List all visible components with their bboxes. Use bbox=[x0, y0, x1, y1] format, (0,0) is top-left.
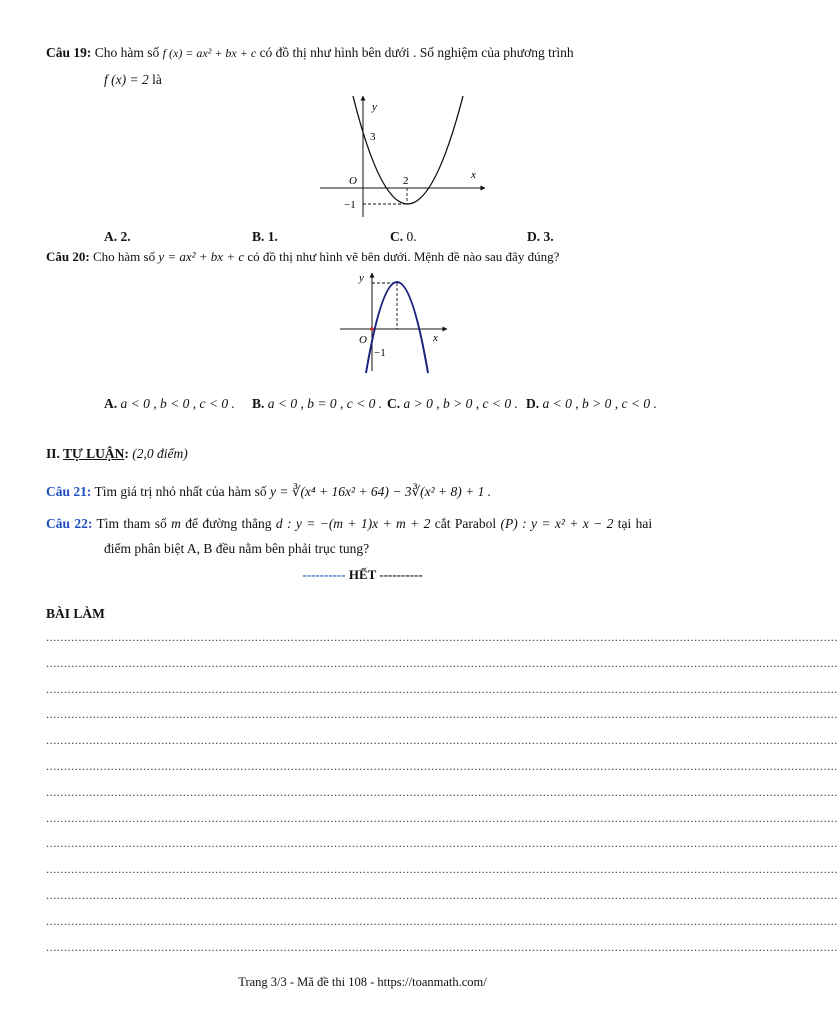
q20-option-b-value: a < 0 , b = 0 , c < 0 . bbox=[264, 396, 383, 411]
q20-option-a-value: a < 0 , b < 0 , c < 0 . bbox=[117, 396, 235, 411]
q19-text-c: là bbox=[148, 72, 162, 87]
q19-option-b-key: B. bbox=[252, 229, 265, 244]
q20-option-b[interactable] bbox=[252, 396, 382, 412]
q19-option-c[interactable] bbox=[390, 229, 417, 245]
q19-text-a: Cho hàm số bbox=[91, 45, 163, 60]
q19-tick-m1: −1 bbox=[344, 199, 356, 211]
q20-option-b-key: B. bbox=[252, 396, 265, 411]
q20-graph bbox=[335, 267, 450, 375]
answer-line[interactable]: ............................................................................................................................................................................................................................ bbox=[46, 939, 838, 954]
q19-option-b-value: 1. bbox=[264, 229, 278, 244]
q19-option-b[interactable] bbox=[252, 229, 278, 245]
answer-line[interactable]: ............................................................................................................................................................................................................................ bbox=[46, 836, 838, 851]
q19-equation: f (x) = 2 bbox=[104, 72, 149, 87]
q19-tick-2: 2 bbox=[403, 175, 409, 187]
q20-options bbox=[0, 396, 725, 414]
q19-graph bbox=[315, 92, 490, 222]
answer-line[interactable]: ............................................................................................................................................................................................................................ bbox=[46, 707, 838, 722]
q22-stem-line2: điểm phân biệt A, B đều nằm bên phải trục tung? bbox=[104, 541, 370, 556]
q20-option-a[interactable] bbox=[104, 396, 235, 412]
q22-stem bbox=[46, 516, 652, 532]
q19-tick-3: 3 bbox=[370, 131, 376, 143]
q19-origin: O bbox=[349, 175, 357, 187]
end-word: HẾT bbox=[345, 567, 380, 582]
q19-label: Câu 19: bbox=[46, 45, 92, 60]
q20-origin-point bbox=[370, 327, 374, 331]
answer-line[interactable]: ............................................................................................................................................................................................................................ bbox=[46, 810, 838, 825]
q22-label: Câu 22: bbox=[46, 516, 93, 531]
answer-line[interactable]: ............................................................................................................................................................................................................................ bbox=[46, 655, 838, 670]
q22-text-c: cắt Parabol bbox=[430, 516, 501, 531]
q20-origin: O bbox=[359, 334, 367, 346]
q22-m: m bbox=[171, 516, 181, 531]
end-dash-right: ---------- bbox=[379, 567, 423, 582]
q19-option-a[interactable] bbox=[104, 229, 131, 245]
page-footer: Trang 3/3 - Mã đề thi 108 - https://toanmath.com/ bbox=[238, 975, 487, 989]
q21-label: Câu 21: bbox=[46, 484, 92, 499]
q19-option-a-value: 2. bbox=[117, 229, 131, 244]
q20-stem bbox=[46, 249, 559, 265]
q21-stem bbox=[46, 484, 491, 500]
q22-text-d: tại hai bbox=[613, 516, 653, 531]
q19-option-d-value: 3. bbox=[540, 229, 554, 244]
q19-stem bbox=[46, 45, 574, 61]
answer-line[interactable]: ............................................................................................................................................................................................................................ bbox=[46, 630, 838, 644]
end-dash-left: ---------- bbox=[302, 567, 346, 582]
q19-options bbox=[0, 229, 725, 247]
q19-option-d[interactable] bbox=[527, 229, 554, 245]
q19-option-a-key: A. bbox=[104, 229, 118, 244]
part2-colon: : bbox=[124, 446, 129, 461]
q20-x-label: x bbox=[433, 332, 438, 344]
work-title: BÀI LÀM bbox=[46, 606, 105, 621]
end-mark bbox=[0, 567, 725, 583]
answer-line[interactable]: ............................................................................................................................................................................................................................ bbox=[46, 733, 838, 748]
q22-text-a: Tìm tham số bbox=[92, 516, 172, 531]
q21-text: Tìm giá trị nhỏ nhất của hàm số bbox=[91, 484, 270, 499]
q20-tick-m1: −1 bbox=[374, 347, 386, 359]
q19-x-label: x bbox=[471, 169, 476, 181]
answer-line[interactable]: ............................................................................................................................................................................................................................ bbox=[46, 784, 838, 799]
q20-option-c-key: C. bbox=[387, 396, 401, 411]
q20-text-b: có đồ thị như hình vẽ bên dưới. Mệnh đề nào sau đây đúng? bbox=[244, 249, 560, 264]
q20-y-label: y bbox=[359, 272, 364, 284]
q19-option-c-key: C. bbox=[390, 229, 404, 244]
answer-line[interactable]: ............................................................................................................................................................................................................................ bbox=[46, 913, 838, 928]
q22-text-b: để đường thẳng bbox=[180, 516, 276, 531]
q19-option-d-key: D. bbox=[527, 229, 541, 244]
part2-roman: II. bbox=[46, 446, 64, 461]
q20-label: Câu 20: bbox=[46, 249, 90, 264]
answer-line[interactable]: ............................................................................................................................................................................................................................ bbox=[46, 888, 838, 902]
q19-y-label: y bbox=[372, 101, 377, 113]
q20-option-d-key: D. bbox=[526, 396, 540, 411]
part2-heading bbox=[46, 446, 188, 462]
q20-option-d[interactable] bbox=[526, 396, 657, 412]
answer-line[interactable]: ............................................................................................................................................................................................................................ bbox=[46, 681, 838, 696]
q20-option-a-key: A. bbox=[104, 396, 118, 411]
q20-option-d-value: a < 0 , b > 0 , c < 0 . bbox=[539, 396, 657, 411]
q20-function: y = ax² + bx + c bbox=[158, 249, 245, 264]
q21-function: y = ∛(x⁴ + 16x² + 64) − 3∛(x² + 8) + 1 . bbox=[269, 484, 492, 499]
answer-line[interactable]: ............................................................................................................................................................................................................................ bbox=[46, 862, 838, 877]
q20-text-a: Cho hàm số bbox=[89, 249, 159, 264]
q19-option-c-value: 0. bbox=[403, 229, 417, 244]
part2-points: (2,0 điểm) bbox=[128, 446, 188, 461]
q19-stem-line2 bbox=[104, 72, 162, 88]
q22-parabola: (P) : y = x² + x − 2 bbox=[500, 516, 614, 531]
q20-option-c-value: a > 0 , b > 0 , c < 0 . bbox=[400, 396, 518, 411]
q19-text-b: có đồ thị như hình bên dưới . Số nghiệm của phương trình bbox=[256, 45, 574, 60]
q19-function: f (x) = ax² + bx + c bbox=[162, 46, 257, 60]
q20-option-c[interactable] bbox=[387, 396, 518, 412]
answer-line[interactable]: ............................................................................................................................................................................................................................ bbox=[46, 759, 838, 773]
q22-line-eq: d : y = −(m + 1)x + m + 2 bbox=[275, 516, 431, 531]
part2-title: TỰ LUẬN bbox=[63, 446, 125, 461]
